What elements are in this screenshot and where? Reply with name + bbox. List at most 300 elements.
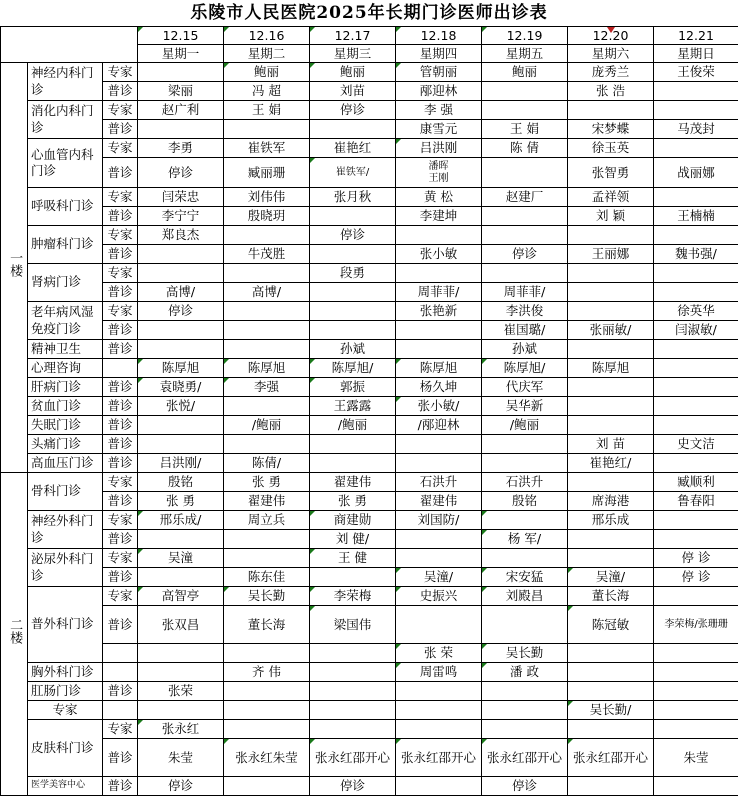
dept-neuro_med: 神经内科门诊: [28, 63, 103, 101]
doctor-cell: [568, 226, 654, 245]
doctor-cell: [310, 454, 396, 473]
doctor-cell: 刘苗: [310, 82, 396, 101]
doctor-cell: [310, 120, 396, 139]
doctor-cell: 王俊荣: [654, 63, 738, 82]
doctor-cell: [224, 777, 310, 796]
doctor-cell: 周雷鸣: [396, 663, 482, 682]
doctor-cell: 董长海: [224, 606, 310, 644]
doctor-cell: 邢乐成: [568, 511, 654, 530]
dept-geri: 老年病风湿免疫门诊: [28, 302, 103, 340]
doctor-cell: 李宁宁: [138, 207, 224, 226]
doctor-cell: 张 浩: [568, 82, 654, 101]
doctor-cell: 张 勇: [310, 492, 396, 511]
doctor-cell: [138, 63, 224, 82]
weekday-cell: 星期三: [310, 45, 396, 63]
visit-type: 普诊: [103, 207, 138, 226]
doctor-cell: [310, 644, 396, 663]
doctor-cell: [224, 435, 310, 454]
doctor-cell: /鲍丽: [224, 416, 310, 435]
date-cell: 12.21: [654, 27, 738, 45]
doctor-cell: 高智亭: [138, 587, 224, 606]
doctor-cell: 陈东佳: [224, 568, 310, 587]
visit-type: 普诊: [103, 245, 138, 264]
doctor-cell: [568, 101, 654, 120]
doctor-cell: [396, 454, 482, 473]
doctor-cell: [482, 701, 568, 720]
doctor-cell: [138, 321, 224, 340]
date-cell: 12.16: [224, 27, 310, 45]
doctor-cell: [568, 663, 654, 682]
floor-label: [1, 473, 28, 796]
doctor-cell: 张永红朱莹: [224, 739, 310, 777]
doctor-cell: [654, 226, 738, 245]
doctor-name: 王刚: [428, 172, 449, 184]
visit-type: 专家: [28, 701, 103, 720]
doctor-cell: [654, 682, 738, 701]
doctor-cell: 张永红邵开心: [568, 739, 654, 777]
doctor-cell: [482, 207, 568, 226]
doctor-cell: 停诊: [482, 245, 568, 264]
dept-headache: 头痛门诊: [28, 435, 103, 454]
doctor-name: 潘晖: [428, 161, 449, 172]
schedule-row: [1, 454, 738, 473]
doctor-cell: 张永红邵开心: [396, 739, 482, 777]
doctor-cell: 崔铁军: [224, 139, 310, 158]
visit-type: 普诊: [103, 739, 138, 777]
doctor-cell: [482, 264, 568, 283]
doctor-cell: [138, 416, 224, 435]
doctor-cell: 朱莹: [138, 739, 224, 777]
schedule-row: [1, 492, 738, 511]
doctor-cell: 臧顺利: [654, 473, 738, 492]
visit-type: 专家: [103, 720, 138, 739]
visit-type: [103, 663, 138, 682]
date-cell: 12.18: [396, 27, 482, 45]
doctor-cell: 张 荣: [396, 644, 482, 663]
doctor-cell: [138, 644, 224, 663]
doctor-cell: 停诊: [138, 777, 224, 796]
doctor-cell: 杨久坤: [396, 378, 482, 397]
visit-type: 专家: [103, 302, 138, 321]
doctor-cell: [568, 397, 654, 416]
doctor-cell: [568, 283, 654, 302]
doctor-cell: 翟建伟: [224, 492, 310, 511]
doctor-cell: 陈厚旭: [224, 359, 310, 378]
schedule-row: [1, 321, 738, 340]
doctor-cell: 张荣: [138, 682, 224, 701]
schedule-row: [1, 530, 738, 549]
date-cell: 12.15: [138, 27, 224, 45]
doctor-cell: [654, 511, 738, 530]
doctor-cell: 段勇: [310, 264, 396, 283]
doctor-cell: [654, 416, 738, 435]
doctor-cell: [654, 378, 738, 397]
doctor-cell: [654, 720, 738, 739]
doctor-cell: [396, 682, 482, 701]
doctor-cell: [224, 340, 310, 359]
doctor-cell: [482, 549, 568, 568]
doctor-cell: 齐 伟: [224, 663, 310, 682]
doctor-cell: [138, 568, 224, 587]
weekday-cell: 星期五: [482, 45, 568, 63]
doctor-cell: [396, 777, 482, 796]
doctor-cell: [103, 701, 138, 720]
doctor-cell: 史振兴: [396, 587, 482, 606]
visit-type: 专家: [103, 101, 138, 120]
doctor-cell: 张智勇: [568, 158, 654, 188]
doctor-cell: 鲍丽: [310, 63, 396, 82]
doctor-cell: 崔国璐/: [482, 321, 568, 340]
doctor-cell: [224, 397, 310, 416]
doctor-cell: [654, 397, 738, 416]
floor-label: [1, 63, 28, 473]
doctor-cell: 张小敏/: [396, 397, 482, 416]
visit-type: 普诊: [103, 492, 138, 511]
doctor-cell: [396, 435, 482, 454]
doctor-cell: [482, 720, 568, 739]
doctor-cell: [310, 568, 396, 587]
visit-type: 普诊: [103, 340, 138, 359]
doctor-cell: 王 健: [310, 549, 396, 568]
floor-text: 一楼: [7, 251, 23, 278]
visit-type: 普诊: [103, 777, 138, 796]
doctor-cell: [654, 587, 738, 606]
doctor-cell: 刘国防/: [396, 511, 482, 530]
dept-derm: 皮肤科门诊: [28, 720, 103, 777]
weekday-cell: 星期四: [396, 45, 482, 63]
doctor-cell: 张永红邵开心: [310, 739, 396, 777]
doctor-cell: 席海港: [568, 492, 654, 511]
schedule-row: [1, 701, 738, 720]
doctor-cell: 周菲菲/: [482, 283, 568, 302]
doctor-cell: 吴长勤: [224, 587, 310, 606]
visit-type: 普诊: [103, 530, 138, 549]
doctor-cell: [654, 530, 738, 549]
doctor-cell: [482, 511, 568, 530]
doctor-cell: 牛茂胜: [224, 245, 310, 264]
doctor-cell: 吴长勤/: [568, 701, 654, 720]
doctor-cell: [568, 302, 654, 321]
schedule-row: [1, 245, 738, 264]
doctor-cell: 马茂封: [654, 120, 738, 139]
doctor-cell: 停诊: [138, 158, 224, 188]
schedule-row: [1, 283, 738, 302]
doctor-cell: /鲍丽: [310, 416, 396, 435]
visit-type: 专家: [103, 264, 138, 283]
visit-type: 普诊: [103, 82, 138, 101]
doctor-cell: [568, 549, 654, 568]
schedule-row: [1, 511, 738, 530]
doctor-cell: 陈倩/: [224, 454, 310, 473]
doctor-cell: 鲍丽: [482, 63, 568, 82]
schedule-row: [1, 63, 738, 82]
doctor-cell: 张艳新: [396, 302, 482, 321]
doctor-cell: 张丽敏/: [568, 321, 654, 340]
doctor-cell: 王 娟: [224, 101, 310, 120]
schedule-row: [1, 739, 738, 777]
doctor-cell: 赵建厂: [482, 188, 568, 207]
doctor-cell: [224, 549, 310, 568]
doctor-cell: 史文洁: [654, 435, 738, 454]
doctor-cell: 李 强: [396, 101, 482, 120]
doctor-cell: 停诊: [482, 777, 568, 796]
doctor-cell: [482, 226, 568, 245]
doctor-cell: [224, 226, 310, 245]
doctor-cell: [396, 530, 482, 549]
doctor-cell: 王楠楠: [654, 207, 738, 226]
doctor-cell: 周立兵: [224, 511, 310, 530]
doctor-cell: 李荣梅: [310, 587, 396, 606]
doctor-cell: 冯 超: [224, 82, 310, 101]
doctor-cell: [224, 530, 310, 549]
doctor-cell: [138, 435, 224, 454]
doctor-cell: [654, 340, 738, 359]
schedule-row: [1, 139, 738, 158]
doctor-cell: [654, 454, 738, 473]
doctor-cell: 吴华新: [482, 397, 568, 416]
doctor-cell: [224, 720, 310, 739]
doctor-cell: 高博/: [138, 283, 224, 302]
weekday-cell: 星期六: [568, 45, 654, 63]
visit-type: 普诊: [103, 397, 138, 416]
doctor-cell: 战丽娜: [654, 158, 738, 188]
page-title: 乐陵市人民医院2025年长期门诊医师出诊表: [190, 3, 548, 23]
doctor-cell: 王露露: [310, 397, 396, 416]
visit-type: 普诊: [103, 158, 138, 188]
doctor-cell: 赵广利: [138, 101, 224, 120]
doctor-cell: 崔铁军/: [310, 158, 396, 188]
schedule-row: [1, 188, 738, 207]
schedule-row: [1, 397, 738, 416]
dept-gastro: 消化内科门诊: [28, 101, 103, 139]
doctor-cell: [224, 644, 310, 663]
dept-anemia: 贫血门诊: [28, 397, 103, 416]
dept-psych: 心理咨询: [28, 359, 103, 378]
doctor-cell: [310, 245, 396, 264]
doctor-cell: 石洪升: [396, 473, 482, 492]
doctor-cell: [482, 101, 568, 120]
visit-type: 普诊: [103, 416, 138, 435]
visit-type: 专家: [103, 473, 138, 492]
doctor-cell: [224, 701, 310, 720]
doctor-cell: [482, 606, 568, 644]
doctor-cell: 李洪俊: [482, 302, 568, 321]
dept-uro: 泌尿外科门诊: [28, 549, 103, 587]
doctor-cell: 翟建伟: [396, 492, 482, 511]
doctor-cell: [310, 283, 396, 302]
doctor-cell: [396, 549, 482, 568]
doctor-cell: 郑良杰: [138, 226, 224, 245]
schedule-row: [1, 340, 738, 359]
doctor-cell: 邴迎林: [396, 82, 482, 101]
doctor-cell: [310, 682, 396, 701]
doctor-cell: [654, 82, 738, 101]
dept-cardio: 心血管内科门诊: [28, 139, 103, 188]
doctor-cell: 停诊: [310, 101, 396, 120]
doctor-cell: [310, 720, 396, 739]
doctor-cell: /邴迎林: [396, 416, 482, 435]
doctor-cell: [310, 435, 396, 454]
doctor-cell: [396, 606, 482, 644]
dept-thoracic: 胸外科门诊: [28, 663, 103, 682]
doctor-cell: 商建勋: [310, 511, 396, 530]
visit-type: 普诊: [103, 283, 138, 302]
date-cell: 12.19: [482, 27, 568, 45]
schedule-row: [1, 568, 738, 587]
floor-text: 二楼: [7, 617, 23, 644]
doctor-cell: 停诊: [310, 777, 396, 796]
dept-ortho: 骨科门诊: [28, 473, 103, 511]
doctor-cell: 停诊: [310, 226, 396, 245]
doctor-cell: 代庆军: [482, 378, 568, 397]
schedule-row: [1, 226, 738, 245]
doctor-cell: 董长海: [568, 587, 654, 606]
doctor-cell: 孟祥领: [568, 188, 654, 207]
doctor-cell: 陈厚旭: [396, 359, 482, 378]
visit-type: 专家: [103, 63, 138, 82]
schedule-row: [1, 82, 738, 101]
doctor-cell: 邢乐成/: [138, 511, 224, 530]
doctor-cell: 刘 健/: [310, 530, 396, 549]
dept-anorectal: 肛肠门诊: [28, 682, 103, 701]
doctor-cell: 袁晓勇/: [138, 378, 224, 397]
doctor-cell: [138, 701, 224, 720]
doctor-cell: [654, 777, 738, 796]
visit-type: 普诊: [103, 454, 138, 473]
visit-type: [103, 359, 138, 378]
doctor-cell: 李荣梅/张珊珊: [654, 606, 738, 644]
dept-nephro: 肾病门诊: [28, 264, 103, 302]
schedule-row: [1, 549, 738, 568]
doctor-cell: 陈厚旭/: [310, 359, 396, 378]
visit-type: 专家: [103, 139, 138, 158]
dept-mental: 精神卫生: [28, 340, 103, 359]
doctor-cell: [482, 682, 568, 701]
doctor-cell: 梁国伟: [310, 606, 396, 644]
doctor-cell: 殷铭: [138, 473, 224, 492]
doctor-cell: 高博/: [224, 283, 310, 302]
doctor-cell: [568, 473, 654, 492]
doctor-cell: [654, 663, 738, 682]
doctor-cell: 杨 军/: [482, 530, 568, 549]
doctor-cell: [224, 120, 310, 139]
doctor-cell: 张月秋: [310, 188, 396, 207]
doctor-cell: 停 诊: [654, 549, 738, 568]
schedule-row: [1, 207, 738, 226]
dept-beauty: 医学美容中心: [28, 777, 103, 796]
dept-onco: 肿瘤科门诊: [28, 226, 103, 264]
doctor-cell: 周菲菲/: [396, 283, 482, 302]
doctor-cell: [224, 264, 310, 283]
visit-type: 普诊: [103, 435, 138, 454]
visit-type: 专家: [103, 188, 138, 207]
doctor-cell: 殷晓玥: [224, 207, 310, 226]
doctor-cell: 陈冠敏: [568, 606, 654, 644]
doctor-cell: [396, 158, 482, 188]
doctor-cell: 吕洪刚/: [138, 454, 224, 473]
dept-insomnia: 失眠门诊: [28, 416, 103, 435]
doctor-cell: 宋梦蝶: [568, 120, 654, 139]
doctor-cell: 崔艳红: [310, 139, 396, 158]
visit-type: 普诊: [103, 321, 138, 340]
doctor-cell: [224, 321, 310, 340]
doctor-cell: [138, 530, 224, 549]
doctor-cell: [396, 701, 482, 720]
schedule-row: [1, 587, 738, 606]
doctor-cell: 李强: [224, 378, 310, 397]
schedule-table: [0, 26, 738, 796]
doctor-cell: [396, 226, 482, 245]
doctor-cell: 刘 颖: [568, 207, 654, 226]
doctor-cell: 魏书强/: [654, 245, 738, 264]
visit-type: 专家: [103, 226, 138, 245]
doctor-cell: 郭振: [310, 378, 396, 397]
visit-type: 普诊: [103, 682, 138, 701]
visit-type: 专家: [103, 549, 138, 568]
doctor-cell: [396, 340, 482, 359]
dept-liver: 肝病门诊: [28, 378, 103, 397]
dept-hypert: 高血压门诊: [28, 454, 103, 473]
doctor-cell: [310, 302, 396, 321]
doctor-cell: 停诊: [138, 302, 224, 321]
dept-gensurg: 普外科门诊: [28, 587, 103, 663]
doctor-cell: [138, 245, 224, 264]
schedule-row: [1, 359, 738, 378]
doctor-cell: 王丽娜: [568, 245, 654, 264]
doctor-cell: 孙斌: [482, 340, 568, 359]
schedule-row: [1, 101, 738, 120]
doctor-cell: 管朝丽: [396, 63, 482, 82]
doctor-cell: 刘殿昌: [482, 587, 568, 606]
doctor-cell: [568, 682, 654, 701]
doctor-cell: 宋安猛: [482, 568, 568, 587]
doctor-cell: 孙斌: [310, 340, 396, 359]
weekday-cell: 星期二: [224, 45, 310, 63]
doctor-cell: 刘 苗: [568, 435, 654, 454]
doctor-cell: [482, 82, 568, 101]
visit-type: 普诊: [103, 568, 138, 587]
date-cell: 12.17: [310, 27, 396, 45]
doctor-cell: [482, 158, 568, 188]
doctor-cell: 李建坤: [396, 207, 482, 226]
doctor-cell: 张双昌: [138, 606, 224, 644]
doctor-cell: [654, 644, 738, 663]
doctor-cell: 张 勇: [138, 492, 224, 511]
doctor-cell: [310, 207, 396, 226]
doctor-cell: 陈 倩: [482, 139, 568, 158]
doctor-cell: 鲍丽: [224, 63, 310, 82]
doctor-cell: [568, 416, 654, 435]
schedule-row: [1, 120, 738, 139]
doctor-cell: [396, 321, 482, 340]
doctor-cell: [654, 359, 738, 378]
doctor-cell: [568, 378, 654, 397]
schedule-row: [1, 720, 738, 739]
doctor-cell: 陈厚旭: [138, 359, 224, 378]
visit-type: 普诊: [103, 378, 138, 397]
doctor-cell: 闫荣忠: [138, 188, 224, 207]
dept-resp: 呼吸科门诊: [28, 188, 103, 226]
doctor-cell: 张悦/: [138, 397, 224, 416]
doctor-cell: [138, 663, 224, 682]
doctor-cell: 停 诊: [654, 568, 738, 587]
doctor-cell: 王 娟: [482, 120, 568, 139]
doctor-cell: [396, 720, 482, 739]
doctor-cell: 陈厚旭/: [482, 359, 568, 378]
doctor-cell: [654, 283, 738, 302]
doctor-cell: 翟建伟: [310, 473, 396, 492]
schedule-row: [1, 302, 738, 321]
